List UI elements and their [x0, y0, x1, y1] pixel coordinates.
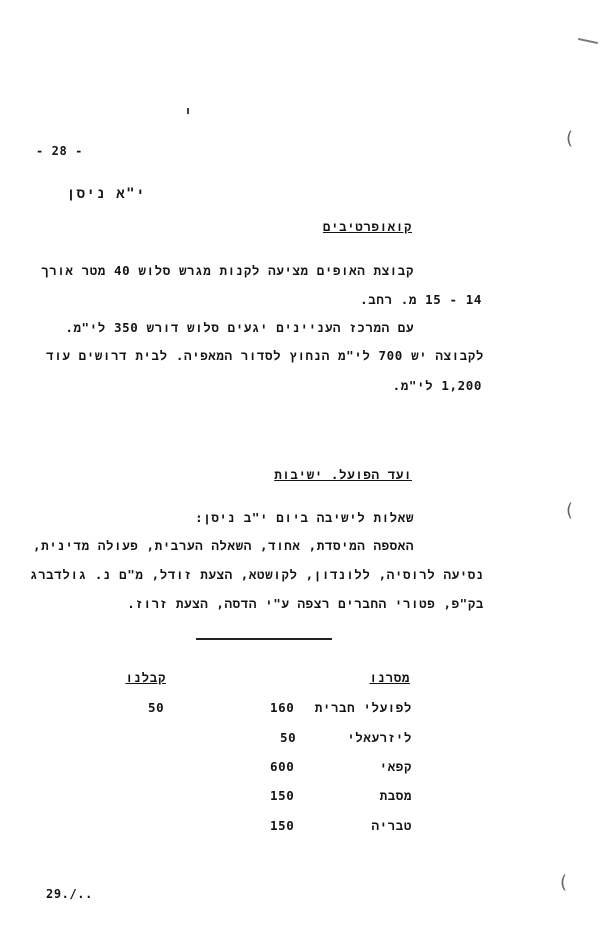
paragraph-line: שאלות לישיבה ביום י"ב ניסן: — [195, 510, 414, 525]
paragraph-line: בק"פ, פטורי החברים רצפה ע"י הדסה, הצעת זרוז. — [127, 596, 484, 611]
column-header-given: מסרנו — [369, 670, 410, 685]
recipient-name: ליזרעאלי — [347, 730, 412, 745]
page-number: - 28 - — [36, 144, 83, 158]
section-title-cooperatives: קואופרטיבים — [322, 219, 412, 234]
paragraph-line: 14 - 15 מ. רחב. — [360, 292, 482, 307]
scan-mark — [578, 38, 598, 44]
recipient-name: טבריה — [371, 818, 412, 833]
binder-hole-mark: ( — [566, 128, 574, 149]
scan-speck — [187, 108, 189, 114]
received-amount: 50 — [148, 700, 165, 715]
given-amount: 150 — [270, 818, 295, 833]
recipient-name: קפאי — [379, 759, 412, 774]
given-amount: 160 — [270, 700, 295, 715]
continuation-marker: 29./.. — [46, 887, 93, 901]
paragraph-line: עם המרכז העניינים יגעים סלוש דורש 350 לי"מ. — [65, 320, 414, 335]
recipient-name: מסבת — [379, 788, 412, 803]
given-amount: 600 — [270, 759, 295, 774]
binder-hole-mark: ( — [566, 500, 574, 521]
paragraph-line: 1,200 לי"מ. — [392, 378, 482, 393]
paragraph-line: קבוצת האופים מציעה לקנות מגרש סלוש 40 מטר אורך — [41, 263, 414, 278]
paragraph-line: נסיעה לרוסיה, ללונדון, לקושטא, הצעת זודל, מ"ם נ. גולדברג — [29, 567, 484, 582]
paragraph-line: לקבוצה יש 700 לי"מ הנחוץ לסדור המאפיה. לבית דרושים עוד — [46, 348, 484, 363]
recipient-name: לפועלי חברית — [314, 700, 412, 715]
column-header-received: קבלנו — [125, 670, 166, 685]
binder-hole-mark: ( — [560, 872, 568, 893]
section-title-executive-meetings: ועד הפועל. ישיבות — [274, 467, 412, 482]
given-amount: 150 — [270, 788, 295, 803]
given-amount: 50 — [280, 730, 297, 745]
horizontal-divider — [196, 638, 332, 640]
paragraph-line: האספה המיסדת, אחוד, השאלה הערבית, פעולה מדינית, — [32, 538, 414, 553]
date-heading: י"א ניסן — [66, 186, 146, 202]
